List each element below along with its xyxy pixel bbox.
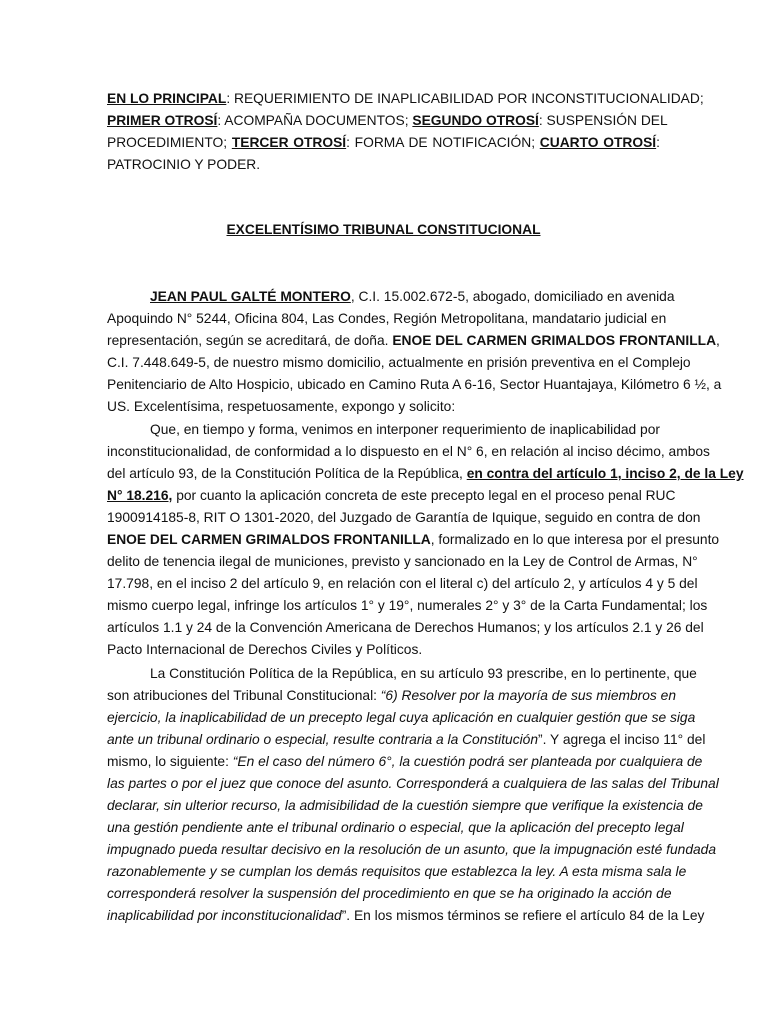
text-seg: , (716, 333, 720, 348)
text-seg: ejercicio, la inaplicabilidad de un precepto legal cuya aplicación en cualquier gestión que se siga (107, 710, 696, 725)
text-seg: artículos 1.1 y 24 de la Convención Americana de Derechos Humanos; y los artículos 2.1 y 26 del (107, 620, 704, 635)
paragraph-line (150, 419, 660, 441)
paragraph-line (107, 617, 704, 639)
text-seg: Pacto Internacional de Derechos Civiles y Políticos. (107, 642, 423, 657)
text-seg: Que, en tiempo y forma, venimos en interponer requerimiento de inaplicabilidad por (150, 422, 660, 437)
text-seg: ante un tribunal ordinario o especial, resulte contraria a la Constitución (107, 732, 539, 747)
text-seg: 17.798, en el inciso 2 del artículo 9, en relación con el literal c) del artículo 2, y artículos 4 y 5 del (107, 576, 698, 591)
document-title: EXCELENTÍSIMO TRIBUNAL CONSTITUCIONAL (226, 222, 541, 237)
header-seg: : SUSPENSIÓN DEL (538, 113, 668, 128)
paragraph-line (107, 551, 698, 573)
header-line (107, 88, 704, 110)
text-seg: 1900914185-8, RIT O 1301-2020, del Juzgado de Garantía de Iquique, seguido en contra de don (107, 510, 701, 525)
header-seg: : ACOMPAÑA DOCUMENTOS; (217, 113, 413, 128)
header-seg: PATROCINIO Y PODER. (107, 157, 261, 172)
text-seg: La Constitución Política de la República, en su artículo 93 prescribe, en lo pertinente, que (150, 666, 697, 681)
text-seg: , formalizado en lo que interesa por el presunto (430, 532, 720, 547)
text-seg: N° 18.216, (107, 488, 173, 503)
paragraph-line (107, 374, 722, 396)
paragraph-line (107, 795, 703, 817)
paragraph-line (107, 352, 691, 374)
header-seg: PRIMER OTROSÍ (107, 113, 218, 128)
paragraph-line (150, 286, 675, 308)
text-seg: Apoquindo N° 5244, Oficina 804, Las Condes, Región Metropolitana, mandatario judicial en (107, 311, 667, 326)
text-seg: US. Excelentísima, respetuosamente, expongo y solicito: (107, 399, 456, 414)
paragraph-line (107, 883, 672, 905)
text-seg: corresponderá resolver la suspensión del procedimiento en que se ha originado la acción de (107, 886, 672, 901)
text-seg: ”. Y agrega el inciso 11° del (538, 732, 706, 747)
text-seg: delito de tenencia ilegal de municiones, previsto y sancionado en la Ley de Control de Armas, N° (107, 554, 698, 569)
paragraph-line (107, 905, 705, 927)
paragraph-line (107, 817, 684, 839)
paragraph-line (107, 463, 744, 485)
text-seg: ”. En los mismos términos se refiere el artículo 84 de la Ley (341, 908, 705, 923)
header-seg: : FORMA DE NOTIFICACIÓN; (346, 135, 540, 150)
text-seg: las partes o por el juez que conoce del asunto. Corresponderá a cualquiera de las salas del Tribunal (107, 776, 719, 791)
header-seg: CUARTO OTROSÍ (539, 135, 657, 150)
text-seg: mismo cuerpo legal, infringe los artículos 1° y 19°, numerales 2° y 3° de la Carta Fundamental; los (107, 598, 708, 613)
text-seg: inaplicabilidad por inconstitucionalidad (107, 908, 342, 923)
paragraph-line (107, 729, 706, 751)
paragraph-line (107, 773, 719, 795)
header-line (107, 110, 668, 132)
header-line (107, 154, 660, 176)
text-seg: por cuanto la aplicación concreta de este precepto legal en el proceso penal RUC (172, 488, 676, 503)
paragraph-line (107, 685, 677, 707)
paragraph-line (107, 573, 698, 595)
paragraph-line (107, 441, 710, 463)
text-seg: ENOE DEL CARMEN GRIMALDOS FRONTANILLA (107, 532, 431, 547)
text-seg: impugnado pueda resultar decisivo en la resolución de un asunto, que la impugnación esté fundada (107, 842, 717, 857)
text-seg: razonablemente y se cumplan los demás requisitos que establezca la ley. A esta misma sala le (107, 864, 687, 879)
text-seg: JEAN PAUL GALTÉ MONTERO (150, 289, 351, 304)
paragraph-line (107, 639, 660, 661)
text-seg: , C.I. 15.002.672-5, abogado, domiciliado en avenida (350, 289, 675, 304)
text-seg: C.I. 7.448.649-5, de nuestro mismo domicilio, actualmente en prisión preventiva en el Complejo (107, 355, 691, 370)
header-seg: TERCER OTROSÍ (231, 135, 347, 150)
paragraph-line (107, 861, 687, 883)
text-seg: Penitenciario de Alto Hospicio, ubicado en Camino Ruta A 6-16, Sector Huantajaya, Kilómetro 6 ½, a (107, 377, 722, 392)
text-seg: una gestión pendiente ante el tribunal ordinario o especial, que la aplicación del precepto legal (107, 820, 684, 835)
paragraph-line (150, 663, 697, 685)
paragraph-line (107, 839, 717, 861)
paragraph-line (107, 485, 676, 507)
paragraph-line (107, 507, 701, 529)
header-seg: SEGUNDO OTROSÍ (412, 113, 539, 128)
text-seg: en contra del artículo 1, inciso 2, de la Ley (466, 466, 744, 481)
text-seg: son atribuciones del Tribunal Constitucional: (107, 688, 381, 703)
text-seg: inconstitucionalidad, de conformidad a lo dispuesto en el N° 6, en relación al inciso décimo, ambos (107, 444, 710, 459)
text-seg: “En el caso del número 6°, la cuestión podrá ser planteada por cualquiera de (232, 754, 703, 769)
text-seg: representación, según se acreditará, de doña. (107, 333, 393, 348)
paragraph-line (107, 529, 720, 551)
paragraph-line (107, 396, 660, 418)
header-seg: EN LO PRINCIPAL (107, 91, 227, 106)
paragraph-line (107, 595, 708, 617)
header-line (107, 132, 660, 154)
text-seg: declarar, sin ulterior recurso, la admisibilidad de la cuestión siempre que verifique la existencia de (107, 798, 703, 813)
paragraph-line (107, 308, 667, 330)
paragraph-line (107, 330, 720, 352)
text-seg: ENOE DEL CARMEN GRIMALDOS FRONTANILLA (392, 333, 717, 348)
text-seg: mismo, lo siguiente: (107, 754, 233, 769)
header-seg: : REQUERIMIENTO DE INAPLICABILIDAD POR INCONSTITUCIONALIDAD; (226, 91, 704, 106)
paragraph-line (107, 751, 703, 773)
text-seg: “6) Resolver por la mayoría de sus miembros en (380, 688, 677, 703)
text-seg: del artículo 93, de la Constitución Política de la República, (107, 466, 467, 481)
header-seg: : (656, 135, 660, 150)
paragraph-line (107, 707, 696, 729)
header-seg: PROCEDIMIENTO; (107, 135, 232, 150)
